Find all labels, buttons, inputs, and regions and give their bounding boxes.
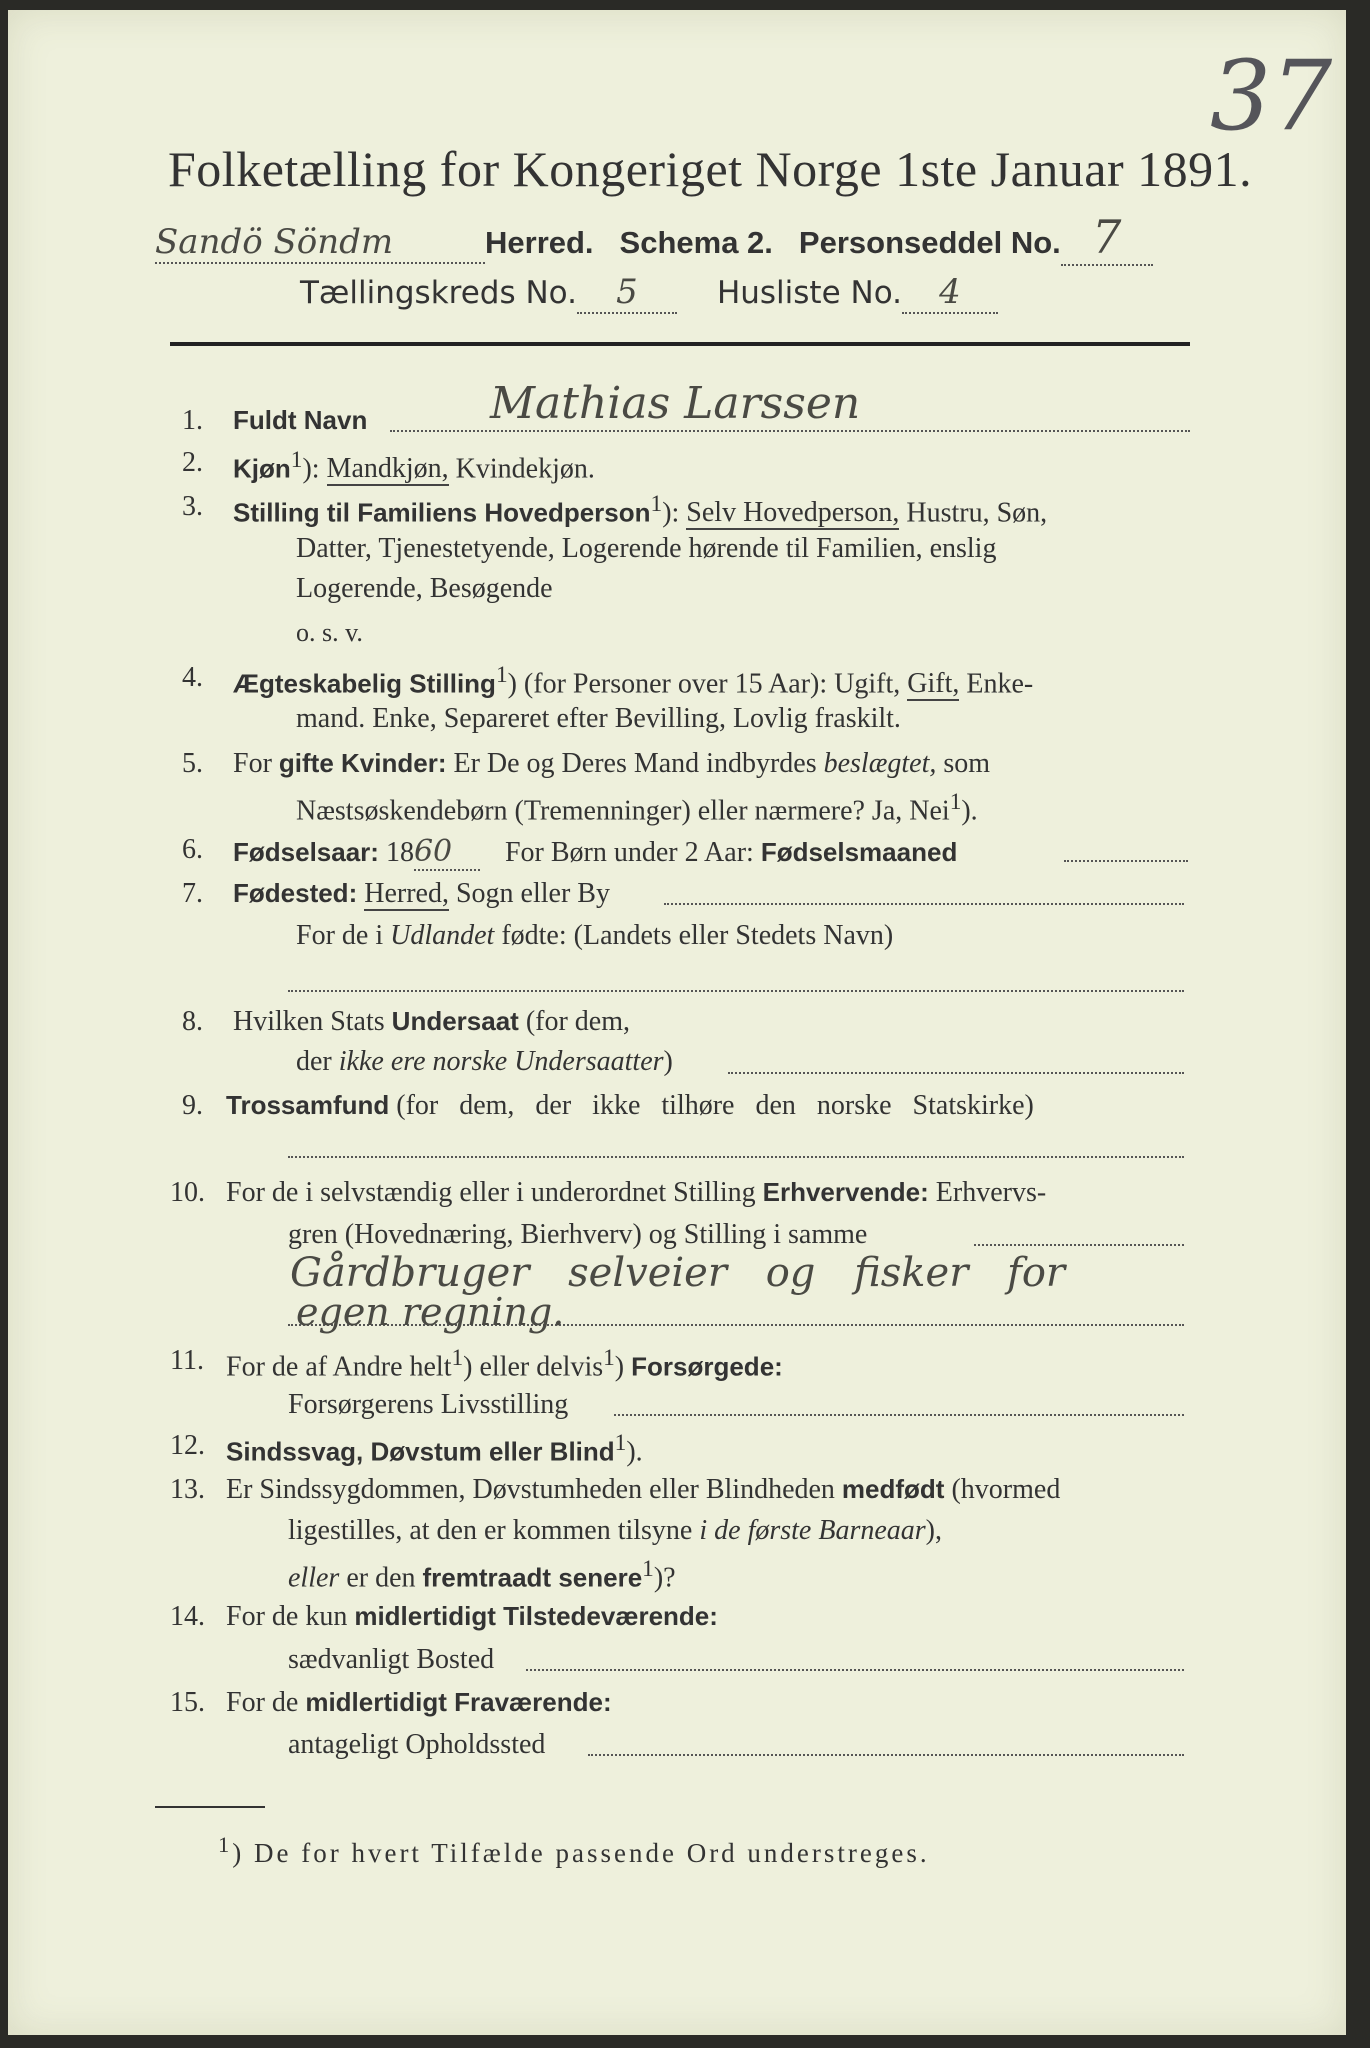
congenital-pre: Er Sindssygdommen, Døvstumheden eller Blindheden [226,1474,835,1505]
kreds-line [300,272,998,314]
birthplace-selected: Herred, [364,878,449,909]
schema-label: Schema 2. [619,225,773,260]
birth-month-line [1064,860,1188,862]
field-10-line-2: gren (Hovednæring, Bierhverv) og Stilling i samme [288,1219,868,1250]
birthplace-line [664,903,1184,905]
field-5-line-2 [296,789,978,827]
field-10-line-1 [226,1177,1046,1209]
field-3-number: 3. [182,491,203,522]
citizenship-line-2-italic: ikke ere norske Undersaatter [338,1046,664,1077]
footnote-mark: 1 [614,1430,627,1456]
marital-options-1: ) (for Personer over 15 Aar): Ugift, [507,668,901,700]
sex-option-male: Mandkjøn, [326,453,449,485]
field-6-number: 6. [182,834,203,865]
sex-label: Kjøn [233,453,291,484]
field-13-line-1 [226,1474,1060,1506]
field-4-number: 4. [182,662,203,693]
field-6-line [233,834,957,871]
occupation-label: Erhvervende: [762,1177,929,1207]
footnote-sup: 1 [218,1832,233,1857]
citizenship-pre: Hvilken Stats [233,1006,385,1037]
congenital-label: medfødt [841,1474,945,1504]
field-5-line-1 [233,748,990,780]
congenital-line-2-italic: i de første Barneaar [699,1515,926,1546]
field-3-line-1 [233,491,1047,529]
religion-line [288,1156,1184,1158]
full-name-label: Fuldt Navn [233,405,368,435]
header-rule [170,342,1190,346]
footnote-text: ) De for hvert Tilfælde passende Ord understreges. [232,1838,930,1868]
page-number: 37 [1210,40,1333,152]
supported-post: ) [614,1351,625,1383]
occupation-value-1: Gårdbruger selveier og fisker for [290,1250,1066,1296]
field-3-line-3: Logerende, Besøgende [296,573,553,604]
abroad-post: fødte: (Landets eller Stedets Navn) [501,920,894,951]
field-11-line-1 [226,1345,783,1383]
herred-line [155,210,1153,266]
congenital-line-2-post: ), [925,1515,942,1546]
field-4-line-2: mand. Enke, Separeret efter Bevilling, Lovlig fraskilt. [296,703,901,734]
congenital-line-3-italic: eller [288,1562,340,1594]
field-12-line [226,1430,643,1468]
supported-label: Forsørgede: [631,1351,783,1382]
married-women-label: gifte Kvinder: [278,748,447,778]
husliste-label: Husliste No. [716,275,902,311]
occupation-post: Erhvervs- [935,1177,1047,1208]
supporter-line [614,1414,1184,1416]
field-8-line-2 [296,1046,673,1078]
married-text: Er De og Deres Mand indbyrdes [453,748,817,779]
personseddel-label: Personseddel No. [798,225,1061,260]
footnote-mark: 1 [949,789,962,815]
married-pre: For [233,748,272,779]
marital-options-2: Enke- [966,668,1034,700]
footnote-mark: 1 [495,662,508,688]
occupation-pre: For de i selvstændig eller i underordnet Stilling [226,1177,756,1208]
occupation-value-2: egen regning. [296,1290,565,1334]
field-8-line-1 [233,1006,630,1038]
field-15-line-2: antageligt Opholdssted [288,1729,546,1760]
form-title: Folketælling for Kongeriget Norge 1ste Januar 1891. [168,141,1253,197]
field-5-number: 5. [182,748,203,779]
herred-label: Herred. [485,225,594,260]
footnote-mark: 1 [642,1556,654,1582]
married-post: som [943,748,991,779]
occupation-dotline-1 [974,1244,1184,1246]
footnote-mark: 1 [603,1345,615,1371]
abroad-pre: For de i [296,920,384,951]
birth-year-prefix: 18 [385,837,414,868]
field-1-number: 1. [182,405,203,436]
field-8-number: 8. [182,1006,203,1037]
temp-present-pre: For de kun [226,1601,348,1632]
field-3-line-2: Datter, Tjenestetyende, Logerende hørende til Familien, enslig [296,533,997,564]
citizenship-label: Undersaat [391,1006,519,1036]
full-name-value: Mathias Larssen [490,378,861,429]
footnote-mark: 1 [451,1345,464,1371]
full-name-line [390,430,1190,432]
residence-line [526,1669,1184,1671]
whereabouts-line [588,1754,1184,1756]
position-options-1: Hustru, Søn, [906,497,1048,529]
citizenship-line-2-post: ) [663,1046,673,1077]
sex-option-female: Kvindekjøn. [455,453,595,485]
disability-post: ). [626,1436,643,1468]
marital-label: Ægteskabelig Stilling [233,668,496,699]
abroad-line [288,990,1184,992]
congenital-line-3-post: )? [653,1562,676,1594]
kreds-value: 5 [577,272,677,314]
field-15-number: 15. [170,1687,205,1718]
supported-mid: ) eller delvis [463,1351,604,1383]
field-11-line-2: Forsørgerens Livsstilling [288,1389,569,1420]
field-7-line-1 [233,878,610,910]
field-13-line-2 [288,1515,942,1547]
temp-absent-label: midlertidigt Fraværende: [305,1687,612,1717]
married-italic: beslægtet, [823,748,937,779]
herred-value: Sandö Söndm [155,222,485,264]
footnote-mark: 1 [650,491,663,517]
abroad-italic: Udlandet [390,920,495,951]
congenital-post: (hvormed [951,1474,1061,1505]
citizenship-line-2-pre: der [296,1046,332,1077]
citizenship-line [728,1072,1184,1074]
birth-month-text: For Børn under 2 Aar: [504,837,754,868]
birth-month-label: Fødselsmaaned [760,837,958,867]
field-14-line-1 [226,1601,718,1633]
field-3-line-4: o. s. v. [296,618,363,647]
sex-sep: ): [302,453,320,485]
footnote [218,1832,930,1869]
field-1-label [233,405,367,437]
disability-label: Sindssvag, Døvstum eller Blind [226,1436,615,1467]
birth-year-value: 60 [414,834,480,871]
temp-present-label: midlertidigt Tilstedeværende: [354,1601,718,1631]
field-7-line-2 [296,920,893,952]
congenital-line-3-pre: er den [346,1562,416,1594]
footnote-mark: 1 [290,447,303,473]
married-line-2: Næstsøskendebørn (Tremenninger) eller nærmere? Ja, Nei [296,795,950,827]
citizenship-post: (for dem, [525,1006,631,1037]
field-10-number: 10. [170,1177,205,1208]
footnote-rule [155,1806,265,1808]
supported-pre: For de af Andre helt [226,1351,452,1383]
field-4-line-1 [233,662,1033,700]
field-11-number: 11. [170,1345,204,1376]
kreds-label: Tællingskreds No. [300,275,577,311]
field-13-line-3 [288,1556,676,1594]
religion-text: (for dem, der ikke tilhøre den norske Statskirke) [396,1090,1034,1121]
field-13-number: 13. [170,1474,205,1505]
position-label: Stilling til Familiens Hovedperson [233,497,651,528]
birth-year-label: Fødselsaar: [233,837,379,867]
position-sep: ): [662,497,680,529]
personseddel-value: 7 [1061,210,1153,266]
congenital-line-2-pre: ligestilles, at den er kommen tilsyne [288,1515,693,1546]
field-2-number: 2. [182,447,203,478]
birthplace-options: Sogn eller By [455,878,610,909]
field-14-line-2: sædvanligt Bosted [288,1644,495,1675]
field-12-number: 12. [170,1430,205,1461]
field-2-text [233,447,595,485]
field-9-line [226,1090,1034,1122]
married-line-2-end: ). [961,795,978,827]
temp-absent-pre: For de [226,1687,299,1718]
congenital-line-3-label: fremtraadt senere [422,1562,643,1593]
position-selected: Selv Hovedperson, [686,497,900,529]
field-14-number: 14. [170,1601,205,1632]
religion-label: Trossamfund [226,1090,390,1120]
field-15-line-1 [226,1687,612,1719]
birthplace-label: Fødested: [233,878,358,908]
field-9-number: 9. [182,1090,203,1121]
husliste-value: 4 [902,272,998,314]
marital-selected: Gift, [907,668,960,700]
field-7-number: 7. [182,878,203,909]
